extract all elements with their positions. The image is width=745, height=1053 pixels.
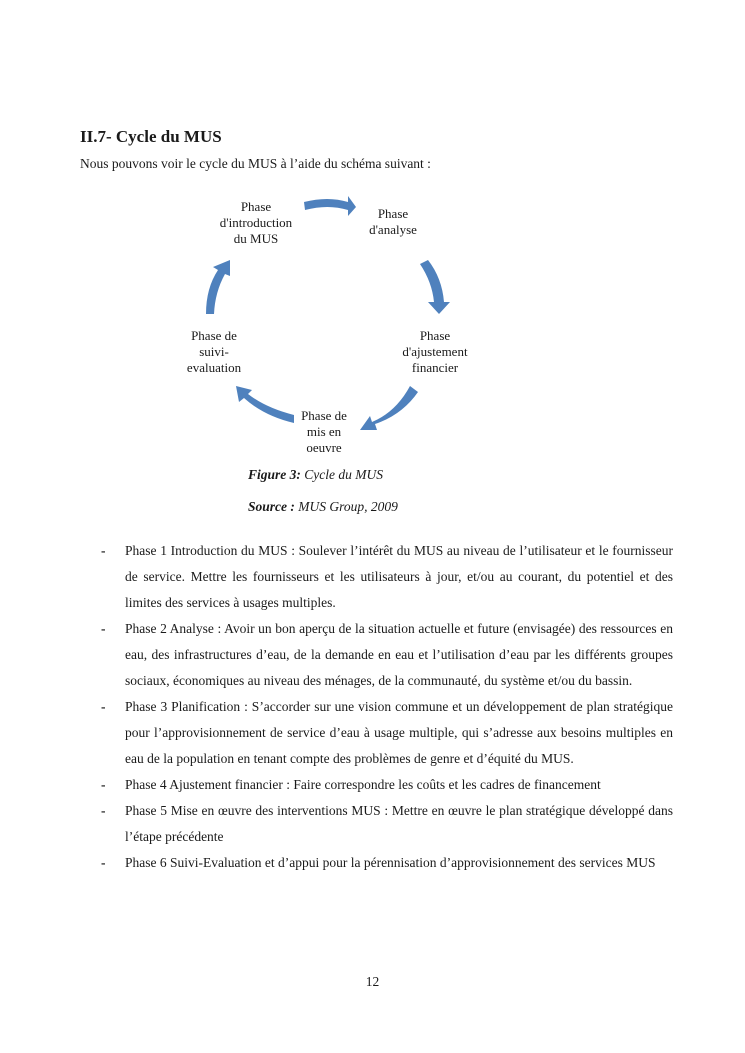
figure-caption-text: Cycle du MUS [300, 467, 383, 482]
list-item [97, 850, 673, 876]
bullet-dash: - [101, 855, 106, 870]
list-item [97, 616, 673, 694]
cycle-arrow-2 [420, 260, 450, 314]
phase-text: Phase 6 Suivi-Evaluation et d’appui pour la pérennisation d’approvisionnement des services MUS [125, 855, 656, 870]
mus-cycle-diagram [150, 190, 520, 460]
list-item [97, 538, 673, 616]
bullet-dash: - [101, 543, 106, 558]
cycle-arrow-5 [206, 260, 230, 314]
node-phase-mise-en-oeuvre: Phase de mis en oeuvre [301, 408, 347, 455]
page-number: 12 [365, 974, 380, 989]
list-item [97, 798, 673, 850]
figure-caption-label: Figure 3: [248, 467, 301, 482]
intro-paragraph: Nous pouvons voir le cycle du MUS à l’aide du schéma suivant : [80, 156, 431, 171]
node-phase-analyse: Phase d'analyse [369, 206, 417, 237]
bullet-dash: - [101, 621, 106, 636]
phase-text: Phase 3 Planification : S’accorder sur une vision commune et un développement de plan stratégique pour l’approvisionnement de service d’eau à usage multiple, qui s’adresse aux besoins multiples en eau de la population en tenant compte des problèmes de genre et d’équité du MUS. [125, 699, 673, 766]
bullet-dash: - [101, 699, 106, 714]
source-caption-label: Source : [248, 499, 295, 514]
phase-text: Phase 5 Mise en œuvre des interventions MUS : Mettre en œuvre le plan stratégique développé dans l’étape précédente [125, 803, 673, 844]
phases-list [97, 538, 673, 876]
node-phase-introduction: Phase d'introduction du MUS [219, 199, 293, 246]
figure-caption [248, 467, 383, 483]
list-item [97, 772, 673, 798]
phase-text: Phase 4 Ajustement financier : Faire correspondre les coûts et les cadres de financement [125, 777, 601, 792]
bullet-dash: - [101, 777, 106, 792]
bullet-dash: - [101, 803, 106, 818]
source-caption-text: MUS Group, 2009 [294, 499, 398, 514]
section-heading: II.7- Cycle du MUS [80, 127, 222, 146]
phase-text: Phase 1 Introduction du MUS : Soulever l’intérêt du MUS au niveau de l’utilisateur et le fournisseur de service. Mettre les fournisseurs et les utilisateurs à jour, et/ou au courant, du potentiel et des limites des services à usages multiples. [125, 543, 673, 610]
source-caption [248, 499, 398, 515]
node-phase-suivi: Phase de suivi- evaluation [186, 328, 242, 375]
list-item [97, 694, 673, 772]
phase-text: Phase 2 Analyse : Avoir un bon aperçu de la situation actuelle et future (envisagée) des ressources en eau, des infrastructures d’eau, de la demande en eau et l’utilisation d’eau par les différents groupes sociaux, économiques au niveau des ménages, de la communauté, du système et/ou du bassin. [125, 621, 673, 688]
node-phase-ajustement: Phase d'ajustement financier [402, 328, 468, 375]
